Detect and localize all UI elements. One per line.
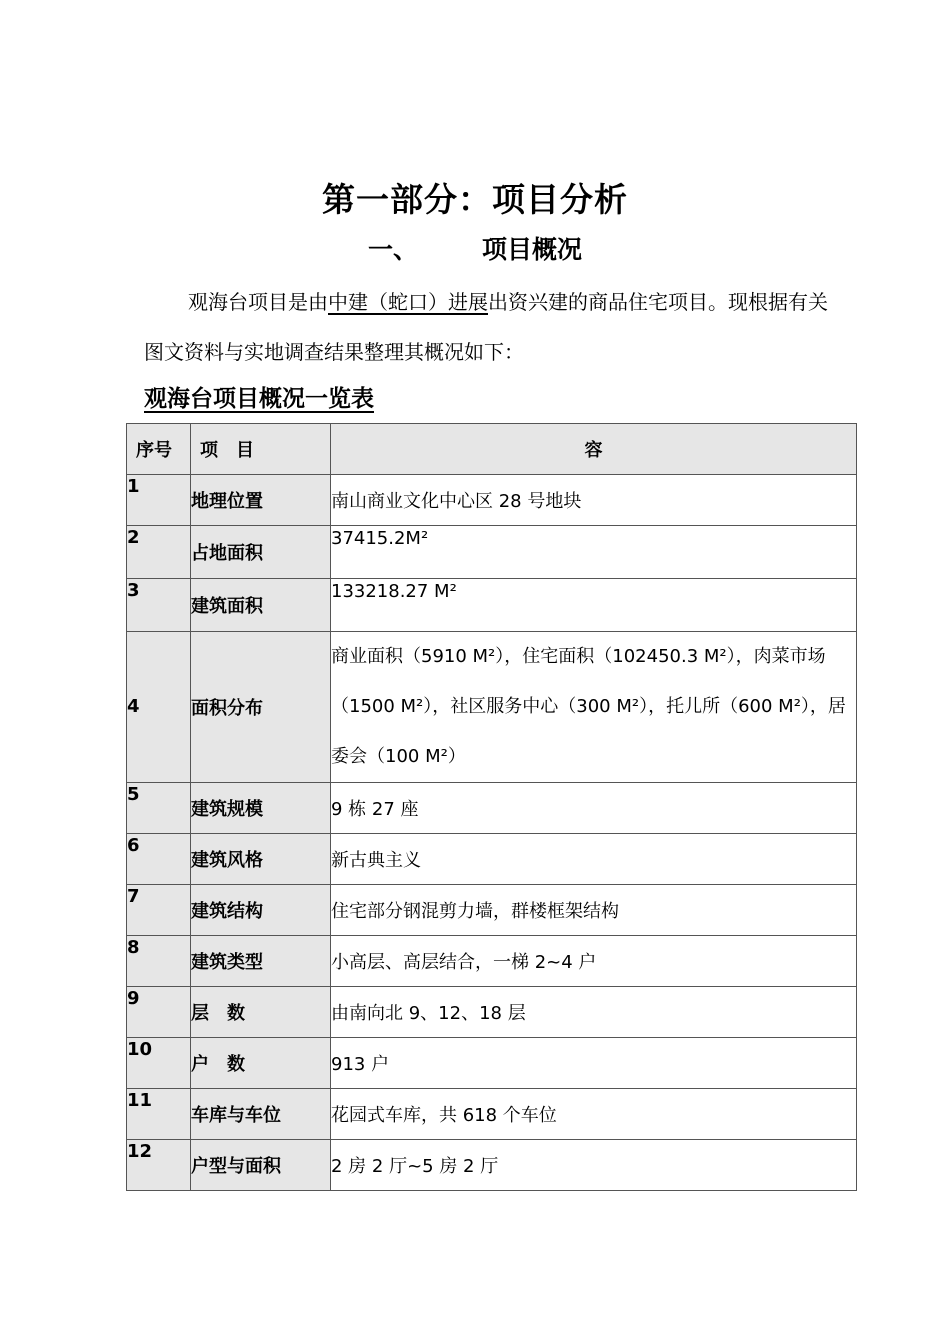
row-value: 913 户: [331, 1038, 857, 1089]
row-item: 户型与面积: [191, 1140, 331, 1191]
table-row: [127, 1038, 857, 1089]
table-row: [127, 475, 857, 526]
row-value: 由南向北 9、12、18 层: [331, 987, 857, 1038]
row-value: 2 房 2 厅~5 房 2 厅: [331, 1140, 857, 1191]
table-row: [127, 526, 857, 579]
row-number: 3: [127, 579, 191, 632]
table-header-row: [127, 424, 857, 475]
table-row: [127, 579, 857, 632]
row-value: 南山商业文化中心区 28 号地块: [331, 475, 857, 526]
table-row: [127, 632, 857, 783]
row-value: 133218.27 M²: [331, 579, 857, 632]
header-item: 项 目: [191, 424, 331, 475]
page-title: 第一部分：项目分析: [322, 180, 628, 219]
row-item: 占地面积: [191, 526, 331, 579]
intro-text-after: 出资兴建的商品住宅项目。现根据有关图文资料与实地调查结果整理其概况如下：: [144, 290, 828, 364]
project-overview-table: [126, 423, 857, 1191]
table-row: [127, 1140, 857, 1191]
row-number: 8: [127, 936, 191, 987]
table-row: [127, 834, 857, 885]
section-title: 项目概况: [482, 235, 583, 264]
row-item: 建筑面积: [191, 579, 331, 632]
section-number: 一、: [368, 235, 419, 264]
row-number: 1: [127, 475, 191, 526]
intro-paragraph: [144, 277, 834, 377]
row-number: 5: [127, 783, 191, 834]
header-content: 容: [331, 424, 857, 475]
row-number: 7: [127, 885, 191, 936]
row-item: 建筑类型: [191, 936, 331, 987]
row-number: 9: [127, 987, 191, 1038]
row-number: 2: [127, 526, 191, 579]
row-value: 9 栋 27 座: [331, 783, 857, 834]
row-number: 6: [127, 834, 191, 885]
row-item: 建筑规模: [191, 783, 331, 834]
section-heading: [0, 232, 950, 268]
table-row: [127, 783, 857, 834]
row-number: 4: [127, 632, 191, 783]
row-value: 小高层、高层结合，一梯 2~4 户: [331, 936, 857, 987]
row-item: 地理位置: [191, 475, 331, 526]
row-value: 商业面积（5910 M²），住宅面积（102450.3 M²），肉菜市场（1500 M²），社区服务中心（300 M²），托儿所（600 M²），居委会（100 M²）: [331, 632, 857, 783]
row-number: 11: [127, 1089, 191, 1140]
intro-text-before: 观海台项目是由: [188, 290, 328, 314]
row-number: 10: [127, 1038, 191, 1089]
header-serial: 序号: [127, 424, 191, 475]
row-value: 新古典主义: [331, 834, 857, 885]
table-row: [127, 1089, 857, 1140]
row-item: 面积分布: [191, 632, 331, 783]
row-item: 建筑风格: [191, 834, 331, 885]
row-item: 建筑结构: [191, 885, 331, 936]
row-number: 12: [127, 1140, 191, 1191]
table-row: [127, 885, 857, 936]
row-item: 车库与车位: [191, 1089, 331, 1140]
row-item: 户 数: [191, 1038, 331, 1089]
table-row: [127, 936, 857, 987]
row-item: 层 数: [191, 987, 331, 1038]
row-value: 花园式车库，共 618 个车位: [331, 1089, 857, 1140]
table-title: 观海台项目概况一览表: [144, 386, 374, 412]
row-value: 37415.2M²: [331, 526, 857, 579]
table-row: [127, 987, 857, 1038]
row-value: 住宅部分钢混剪力墙，群楼框架结构: [331, 885, 857, 936]
developer-name: 中建（蛇口）进展: [328, 290, 488, 314]
